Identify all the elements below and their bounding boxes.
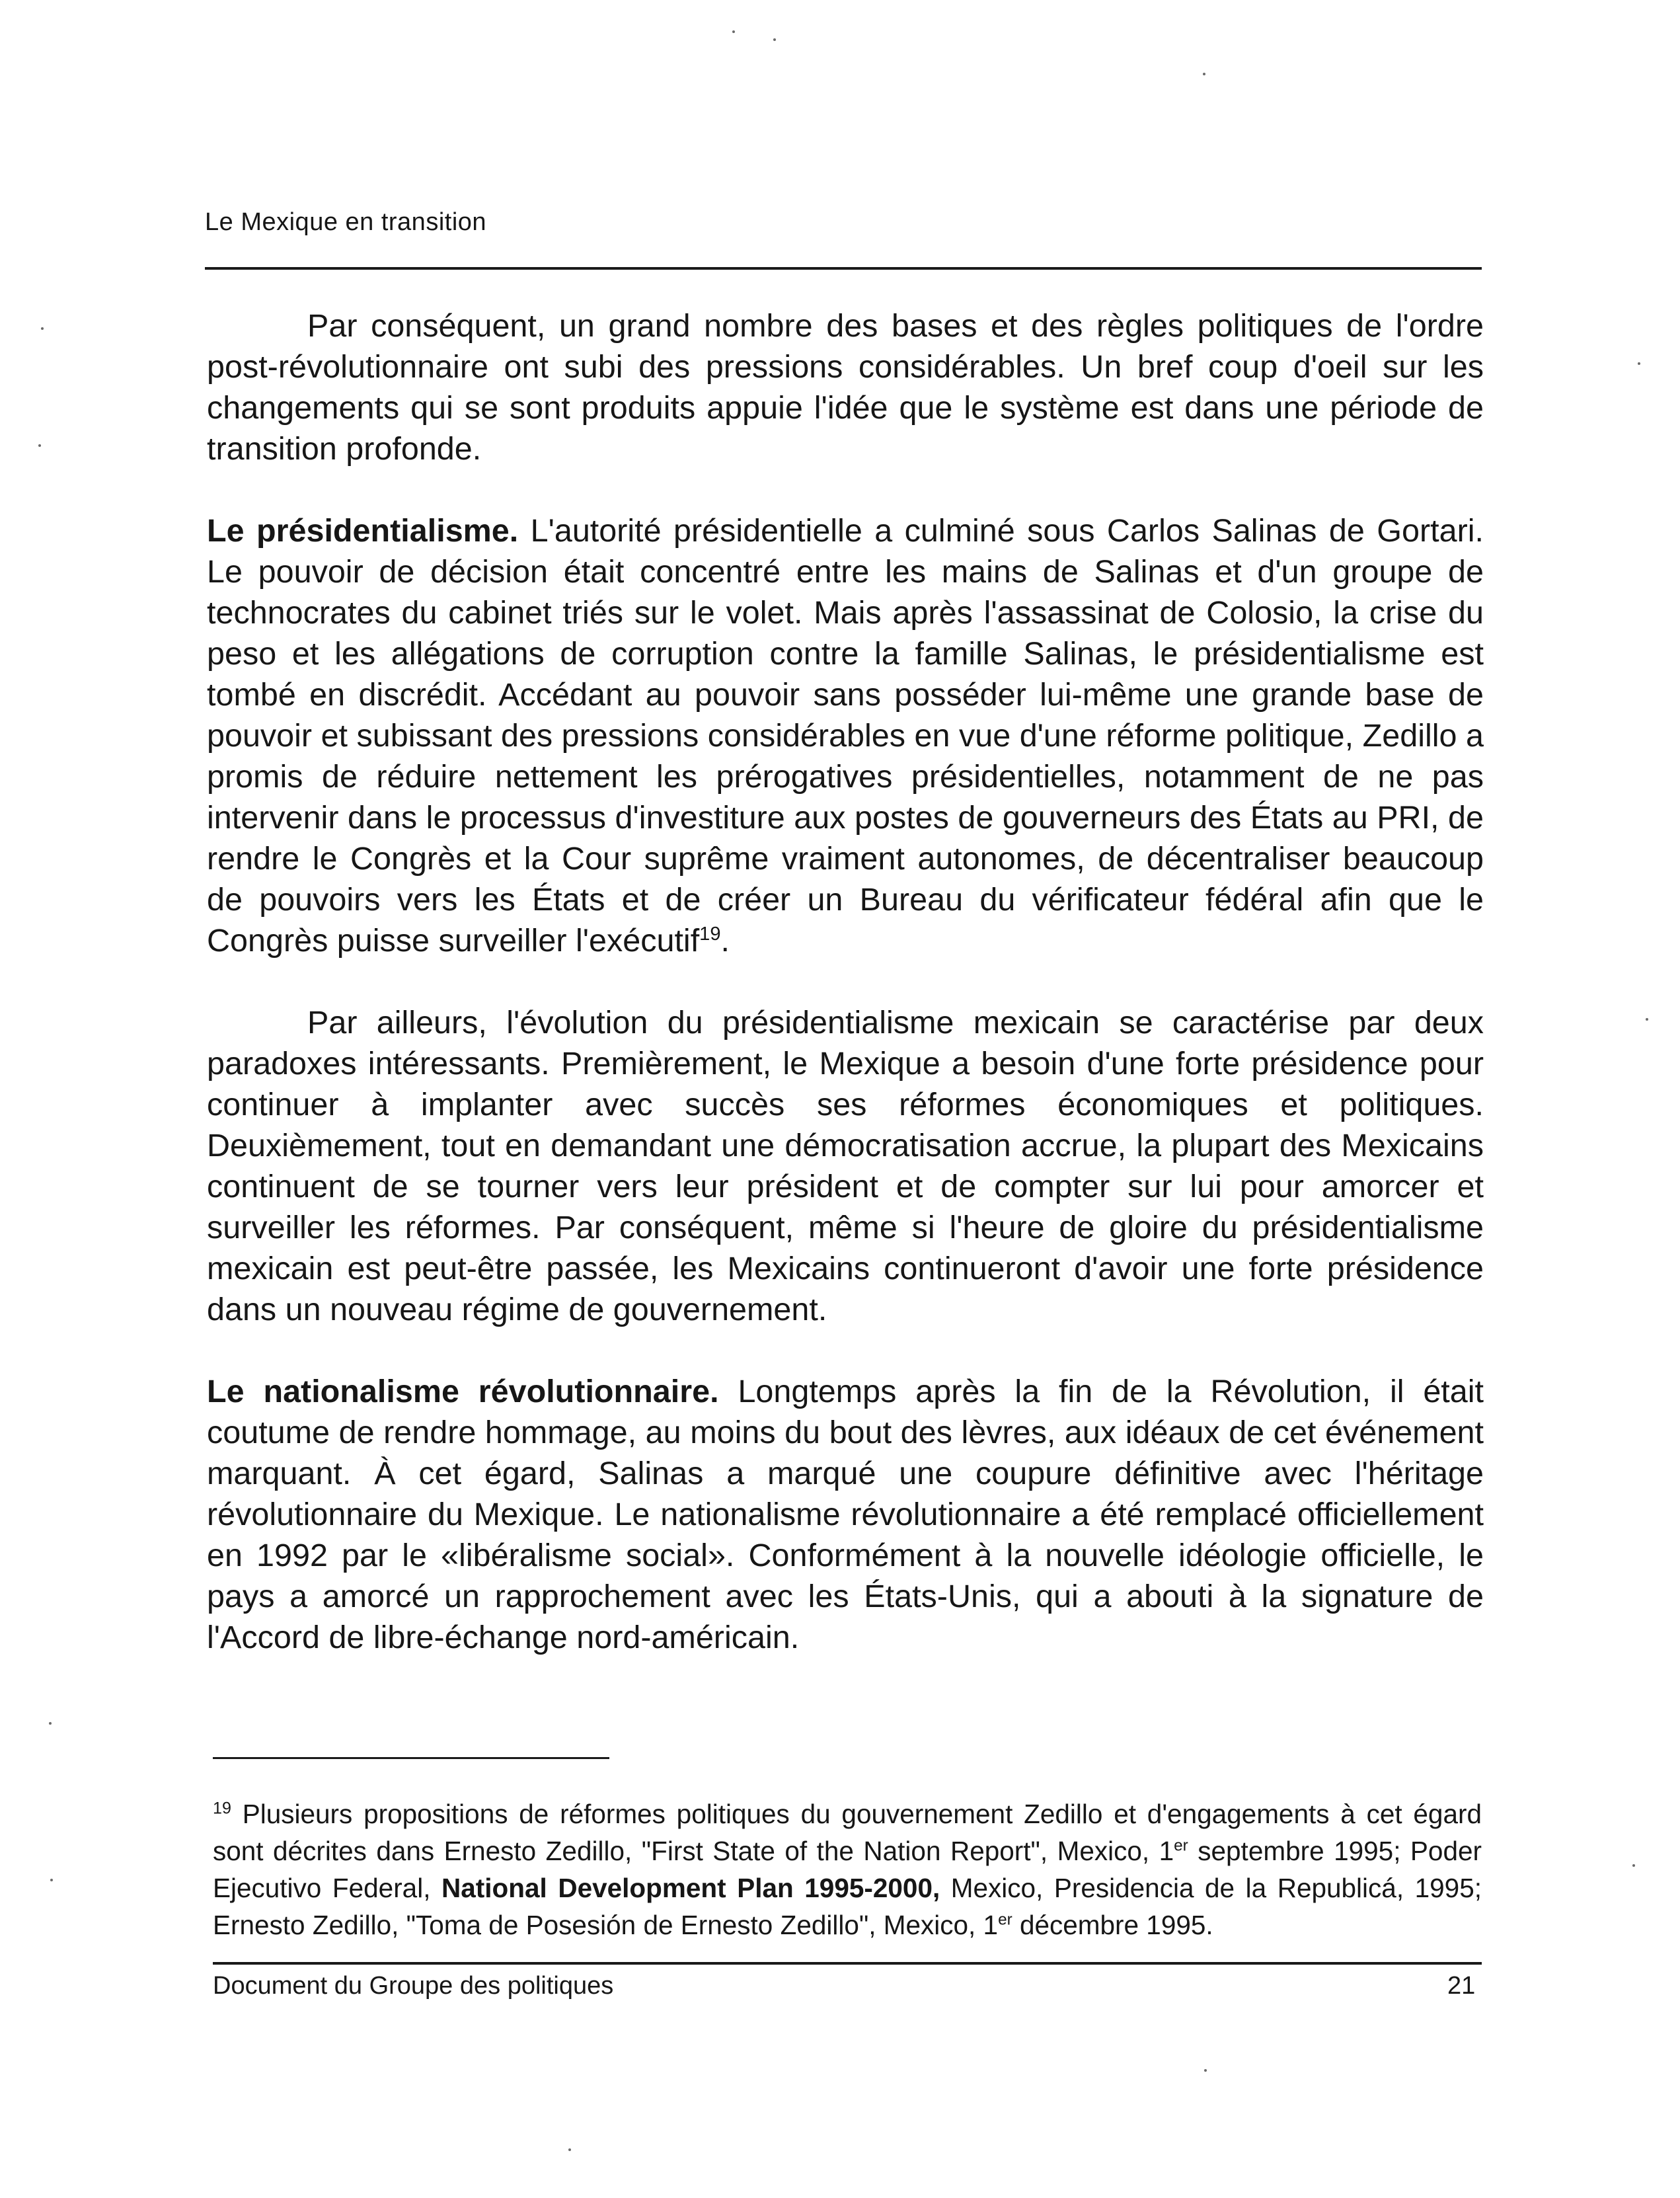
scan-speck [49, 1722, 52, 1725]
paragraph-paradoxes: Par ailleurs, l'évolution du présidentialisme mexicain se caractérise par deux paradoxes intéressants. Premièrement, le Mexique a besoin d'une forte présidence pour continuer à implanter avec succès ses réformes économiques et politiques. Deuxièmement, tout en demandant une démocratisation accrue, la plupart des Mexicains continuent de se tourner vers leur président et de compter sur lui pour amorcer et surveiller les réformes. Par conséquent, même si l'heure de gloire du présidentialisme mexicain est peut-être passée, les Mexicains continueront d'avoir une forte présidence dans un nouveau régime de gouvernement. [207, 1005, 1484, 1327]
running-header: Le Mexique en transition [205, 208, 487, 236]
scan-speck [41, 327, 44, 330]
scan-speck [1646, 1018, 1648, 1021]
scan-speck [1638, 362, 1640, 365]
footnote-text-b: septembre 1995; Poder Ejecutivo Federal, [213, 1836, 1482, 1903]
scan-speck [1632, 1864, 1635, 1867]
paragraph-presidentialism-end: . [720, 923, 730, 959]
scan-speck [568, 2148, 571, 2151]
footnote-bold-title: National Development Plan 1995-2000, [441, 1873, 940, 1903]
footnote-ordinal-b: er [998, 1910, 1012, 1929]
body-text [207, 305, 1484, 1658]
scan-speck [50, 1879, 53, 1881]
scan-speck [1203, 73, 1205, 75]
paragraph-presidentialism [207, 510, 1484, 961]
scan-speck [773, 38, 776, 41]
section-heading-presidentialism: Le présidentialisme. [207, 513, 519, 549]
header-rule [205, 267, 1482, 270]
footnote-reference[interactable]: 19 [699, 923, 721, 945]
footnote-rule [213, 1757, 609, 1759]
footer-publication: Document du Groupe des politiques [213, 1972, 614, 2000]
footnote-text-a: Plusieurs propositions de réformes politiques du gouvernement Zedillo et d'engagements à cet égard sont décrites dans Ernesto Zedillo, "First State of the Nation Report", Mexico, 1 [213, 1799, 1482, 1866]
scan-speck [38, 444, 41, 447]
footnote-text-d: décembre 1995. [1012, 1910, 1213, 1940]
footnote [213, 1795, 1482, 1943]
paragraph-intro: Par conséquent, un grand nombre des bases et des règles politiques de l'ordre post-révolutionnaire ont subi des pressions considérables. Un bref coup d'oeil sur les changements qui se sont produits appuie l'idée que le système est dans une période de transition profonde. [207, 308, 1484, 467]
footnote-text-c: Mexico, Presidencia de la Republicá, 1995; Ernesto Zedillo, "Toma de Posesión de Ernesto Zedillo", Mexico, 1 [213, 1873, 1482, 1940]
scan-speck [732, 30, 735, 33]
paragraph-nationalism-text: Longtemps après la fin de la Révolution, il était coutume de rendre hommage, au moins du bout des lèvres, aux idéaux de cet événement marquant. À cet égard, Salinas a marqué une coupure définitive avec l'héritage révolutionnaire du Mexique. Le nationalisme révolutionnaire a été remplacé officiellement en 1992 par le «libéralisme social». Conformément à la nouvelle idéologie officielle, le pays a amorcé un rapprochement avec les États-Unis, qui a abouti à la signature de l'Accord de libre-échange nord-américain. [207, 1374, 1484, 1655]
page-number: 21 [1447, 1972, 1476, 2000]
section-heading-nationalism: Le nationalisme révolutionnaire. [207, 1374, 719, 1409]
scan-speck [1204, 2069, 1207, 2072]
paragraph-presidentialism-text: L'autorité présidentielle a culminé sous Carlos Salinas de Gortari. Le pouvoir de décision était concentré entre les mains de Salinas et d'un groupe de technocrates du cabinet triés sur le volet. Mais après l'assassinat de Colosio, la crise du peso et les allégations de corruption contre la famille Salinas, le présidentialisme est tombé en discrédit. Accédant au pouvoir sans posséder lui-même une grande base de pouvoir et subissant des pressions considérables en vue d'une réforme politique, Zedillo a promis de réduire nettement les prérogatives présidentielles, notamment de ne pas intervenir dans le processus d'investiture aux postes de gouverneurs des États au PRI, de rendre le Congrès et la Cour suprême vraiment autonomes, de décentraliser beaucoup de pouvoirs vers les États et de créer un Bureau du vérificateur fédéral afin que le Congrès puisse surveiller l'exécutif [207, 513, 1484, 959]
footnote-number: 19 [213, 1799, 231, 1818]
footnote-ordinal-a: er [1174, 1836, 1188, 1855]
footer-rule [213, 1962, 1482, 1965]
paragraph-nationalism [207, 1371, 1484, 1658]
